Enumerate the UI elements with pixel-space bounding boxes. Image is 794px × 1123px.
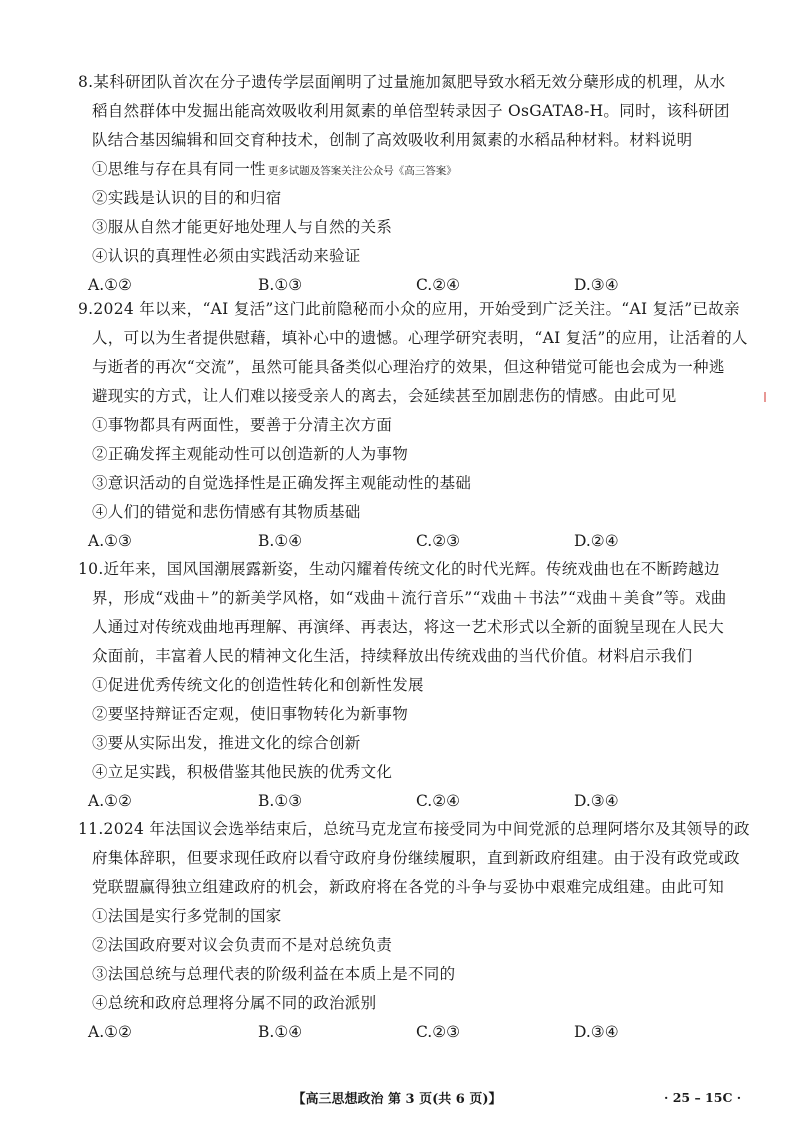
choice-c[interactable]: C.②③: [416, 1023, 461, 1041]
choice-a[interactable]: A.①②: [88, 1023, 132, 1041]
choice-b[interactable]: B.①③: [258, 276, 303, 294]
choice-d[interactable]: D.③④: [574, 1023, 619, 1041]
choice-c[interactable]: C.②④: [416, 276, 461, 294]
question-11-option-4: ④总统和政府总理将分属不同的政治派别: [92, 994, 377, 1012]
choice-d[interactable]: D.③④: [574, 276, 619, 294]
choice-a[interactable]: A.①②: [88, 792, 132, 810]
question-9: [78, 295, 748, 556]
question-10-line-3: 人通过对传统戏曲地再理解、再演绎、再表达，将这一艺术形式以全新的面貌呈现在人民大: [92, 618, 725, 636]
question-9-option-2: ②正确发挥主观能动性可以创造新的人为事物: [92, 445, 409, 463]
question-10-line-1: 10.近年来，国风国潮展露新姿，生动闪耀着传统文化的时代光辉。传统戏曲也在不断跨越边: [78, 560, 720, 578]
question-8-option-4: ④认识的真理性必须由实践活动来验证: [92, 247, 361, 265]
question-11: [78, 815, 750, 1047]
question-11-option-2: ②法国政府要对议会负责而不是对总统负责: [92, 936, 393, 954]
question-10-line-4: 众面前，丰富着人民的精神文化生活，持续释放出传统戏曲的当代价值。材料启示我们: [92, 647, 693, 665]
promo-note: 更多试题及答案关注公众号《高三答案》: [267, 165, 457, 177]
question-10-choices: [88, 787, 742, 816]
question-8: [78, 68, 742, 300]
question-10-option-3: ③要从实际出发，推进文化的综合创新: [92, 734, 361, 752]
choice-d[interactable]: D.②④: [574, 532, 619, 550]
question-10-line-2: 界，形成“戏曲＋”的新美学风格，如“戏曲＋流行音乐”“戏曲＋书法”“戏曲＋美食”等。戏曲: [92, 589, 727, 607]
question-11-line-3: 党联盟赢得独立组建政府的机会，新政府将在各党的斗争与妥协中艰难完成组建。由此可知: [92, 878, 725, 896]
choice-a[interactable]: A.①②: [88, 276, 132, 294]
question-10: [78, 555, 742, 816]
question-8-line-3: 队结合基因编辑和回交育种技术，创制了高效吸收利用氮素的水稻品种材料。材料说明: [92, 131, 693, 149]
question-11-option-3: ③法国总统与总理代表的阶级利益在本质上是不同的: [92, 965, 456, 983]
paper-code: · 25 – 15C ·: [664, 1090, 742, 1105]
page-footer: 【高三思想政治 第 3 页(共 6 页)】: [292, 1092, 502, 1107]
question-8-option-1: [92, 155, 742, 184]
choice-b[interactable]: B.①④: [258, 1023, 303, 1041]
question-8-line-1: 8.某科研团队首次在分子遗传学层面阐明了过量施加氮肥导致水稻无效分蘖形成的机理，从水: [78, 73, 726, 91]
question-9-option-3: ③意识活动的自觉选择性是正确发挥主观能动性的基础: [92, 474, 472, 492]
question-10-option-1: ①促进优秀传统文化的创造性转化和创新性发展: [92, 676, 424, 694]
question-9-choices: [88, 527, 742, 556]
question-9-option-1: ①事物都具有两面性，要善于分清主次方面: [92, 416, 393, 434]
question-11-choices: [88, 1018, 742, 1047]
question-11-option-1: ①法国是实行多党制的国家: [92, 907, 282, 925]
question-11-line-1: 11.2024 年法国议会选举结束后，总统马克龙宣布接受同为中间党派的总理阿塔尔及其领导的政: [78, 820, 750, 838]
choice-c[interactable]: C.②③: [416, 532, 461, 550]
margin-pen-mark: [764, 392, 766, 402]
question-10-option-2: ②要坚持辩证否定观，使旧事物转化为新事物: [92, 705, 409, 723]
choice-b[interactable]: B.①③: [258, 792, 303, 810]
question-8-option-3: ③服从自然才能更好地处理人与自然的关系: [92, 218, 393, 236]
choice-b[interactable]: B.①④: [258, 532, 303, 550]
option-text: ①思维与存在具有同一性: [92, 160, 266, 178]
choice-a[interactable]: A.①③: [88, 532, 132, 550]
choice-d[interactable]: D.③④: [574, 792, 619, 810]
question-9-line-1: 9.2024 年以来，“AI 复活”这门此前隐秘而小众的应用，开始受到广泛关注。“AI 复活”已故亲: [78, 300, 740, 318]
choice-c[interactable]: C.②④: [416, 792, 461, 810]
question-8-option-2: ②实践是认识的目的和归宿: [92, 189, 282, 207]
question-11-line-2: 府集体辞职，但要求现任政府以看守政府身份继续履职，直到新政府组建。由于没有政党或政: [92, 849, 740, 867]
question-8-line-2: 稻自然群体中发掘出能高效吸收利用氮素的单倍型转录因子 OsGATA8-H。同时，该科研团: [92, 102, 730, 120]
question-9-option-4: ④人们的错觉和悲伤情感有其物质基础: [92, 503, 361, 521]
question-9-line-2: 人，可以为生者提供慰藉，填补心中的遗憾。心理学研究表明，“AI 复活”的应用，让活着的人: [92, 329, 748, 347]
question-9-line-3: 与逝者的再次“交流”，虽然可能具备类似心理治疗的效果，但这种错觉可能也会成为一种逃: [92, 358, 725, 376]
question-9-line-4: 避现实的方式，让人们难以接受亲人的离去，会延续甚至加剧悲伤的情感。由此可见: [92, 387, 677, 405]
question-10-option-4: ④立足实践，积极借鉴其他民族的优秀文化: [92, 763, 393, 781]
